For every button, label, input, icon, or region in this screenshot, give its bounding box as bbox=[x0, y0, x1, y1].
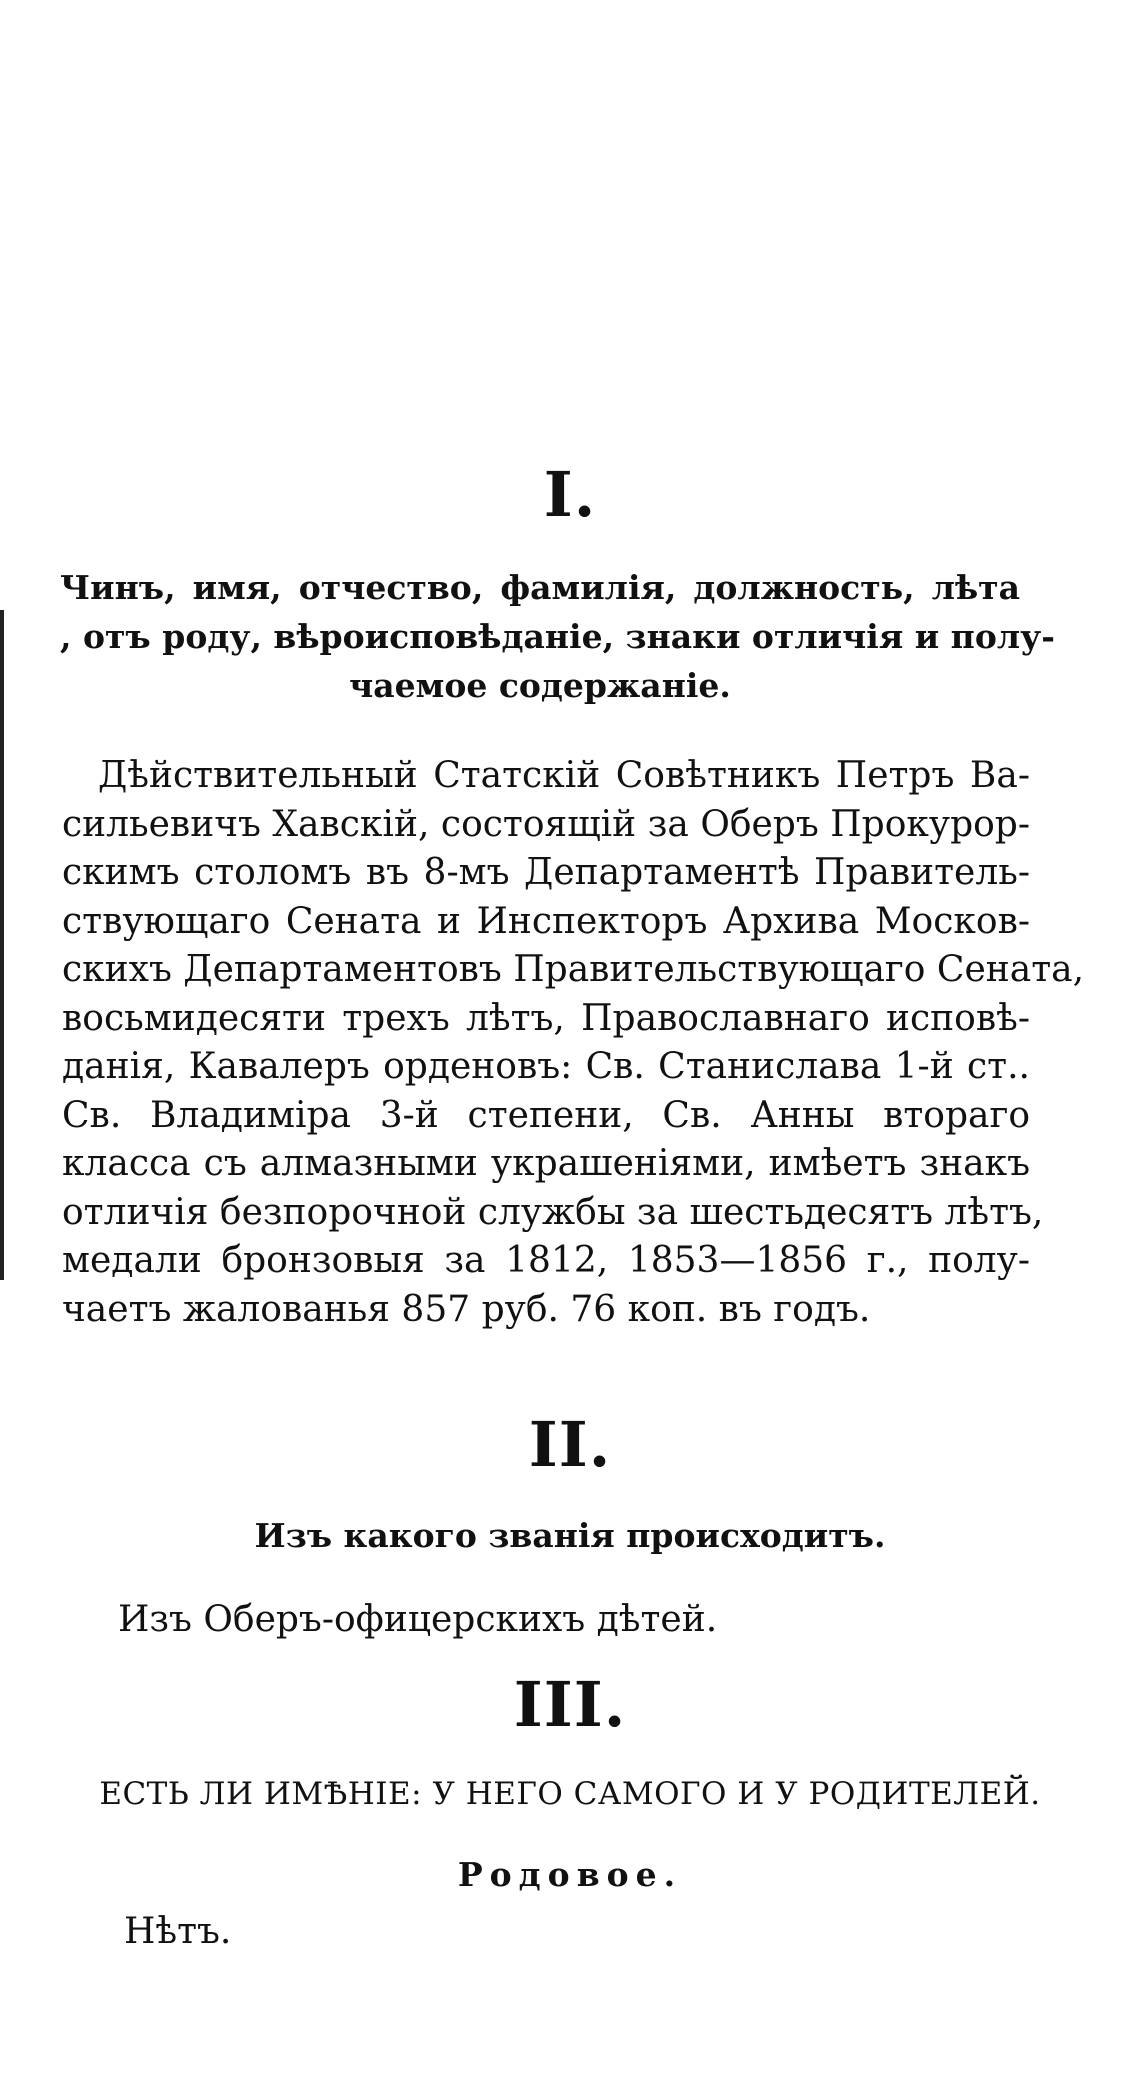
section-2-heading: Изъ какого званія происходитъ. bbox=[254, 1516, 886, 1555]
section-1-body-line: сильевичъ Хавскій, состоящій за Оберъ Прокурор- bbox=[62, 803, 1030, 845]
section-3-numeral: III. bbox=[513, 1668, 627, 1741]
section-1-body-line: восьмидесяти трехъ лѣтъ, Православнаго исповѣ- bbox=[62, 997, 1030, 1039]
section-1-body-line: медали бронзовыя за 1812, 1853—1856 г., полу- bbox=[62, 1240, 1030, 1281]
section-1-body-line: Св. Владиміра 3-й степени, Св. Анны втораго bbox=[62, 1094, 1030, 1136]
section-1-body-line: скимъ столомъ въ 8-мъ Департаментѣ Правитель- bbox=[62, 852, 1030, 893]
section-1-body bbox=[62, 752, 1085, 1334]
section-2-numeral: II. bbox=[528, 1408, 612, 1481]
section-1-heading-line: Чинъ, имя, отчество, фамилія, должность, лѣта bbox=[60, 568, 1020, 607]
section-3-body: Нѣтъ. bbox=[124, 1911, 232, 1952]
section-1-body-line: отличія безпорочной службы за шестьдесятъ лѣтъ, bbox=[62, 1191, 1044, 1233]
section-1-body-line: класса съ алмазными украшеніями, имѣетъ знакъ bbox=[62, 1143, 1030, 1184]
page-edge-rule bbox=[0, 610, 4, 1280]
section-1-heading-line: , отъ роду, вѣроисповѣданіе, знаки отличія и полу- bbox=[60, 617, 1055, 656]
section-1-body-line: Дѣйствительный Статскій Совѣтникъ Петръ Ва- bbox=[98, 755, 1030, 796]
section-1-heading bbox=[60, 563, 1055, 710]
section-3-subheading: Родовое. bbox=[457, 1855, 683, 1894]
section-1-body-line: скихъ Департаментовъ Правительствующаго Сената, bbox=[62, 949, 1085, 990]
section-2-body: Изъ Оберъ-офицерскихъ дѣтей. bbox=[118, 1599, 718, 1640]
section-3-heading: ЕСТЬ ЛИ ИМѢНІЕ: У НЕГО САМОГО И У РОДИТЕЛЕЙ. bbox=[99, 1776, 1041, 1812]
section-1-heading-line: чаемое содержаніе. bbox=[349, 666, 731, 705]
section-1-numeral: I. bbox=[543, 458, 597, 531]
section-1-body-line: чаетъ жалованья 857 руб. 76 коп. въ годъ. bbox=[62, 1288, 871, 1330]
section-1-body-line: данія, Кавалеръ орденовъ: Св. Станислава 1-й ст.. bbox=[62, 1046, 1030, 1087]
section-1-body-line: ствующаго Сената и Инспекторъ Архива Москов- bbox=[62, 900, 1030, 942]
